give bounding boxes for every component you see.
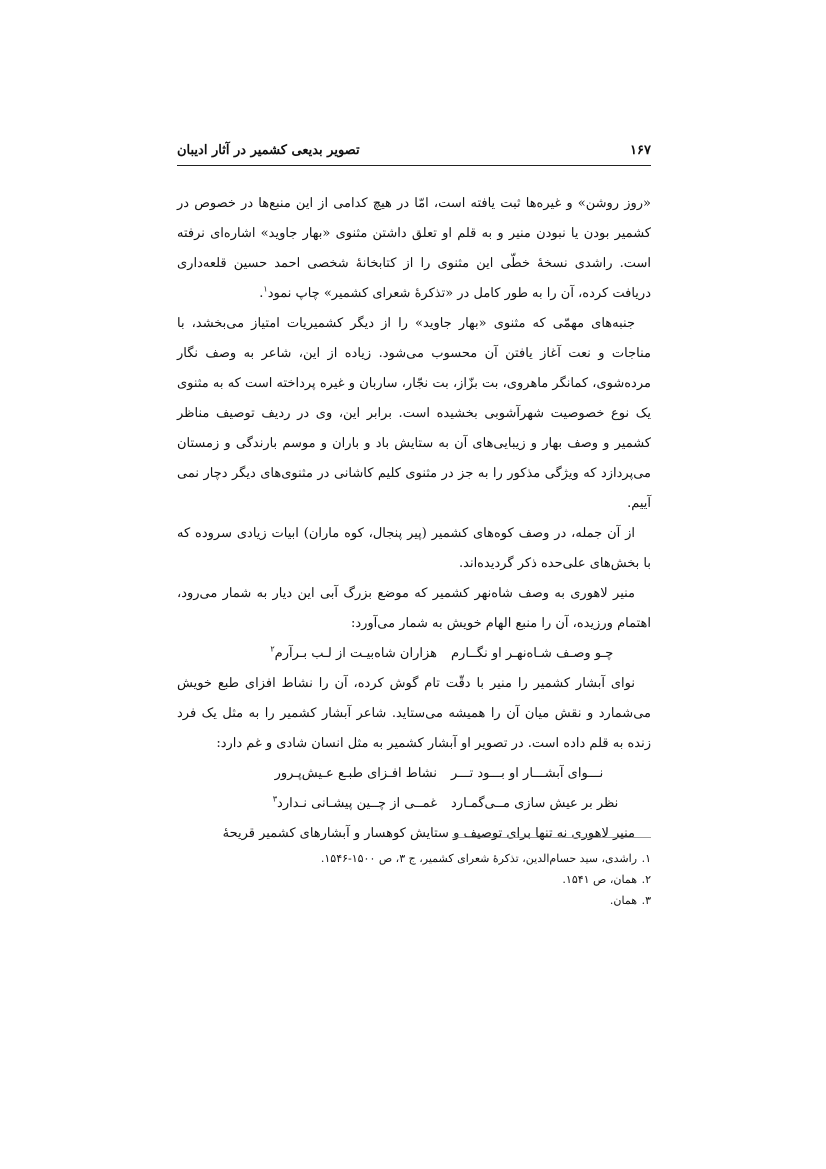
main-text: [177, 189, 651, 849]
verse-line: [177, 789, 651, 819]
paragraph: نوای آبشار کشمیر را منیر با دقّت تام گوش کرده، آن را نشاط افزای طبع خویش می‌شمارد و نقش میان آن را همیشه می‌ستاید. شاعر آبشار کشمیر را به مثل یک فرد زنده به قلم داده است. در تصویر او آبشار کشمیر به مثل انسان شادی و غم دارد:: [177, 676, 651, 751]
footnotes: [177, 848, 651, 911]
verse-line: [177, 759, 651, 789]
verse-line: [177, 639, 651, 669]
verse-hemistich: نـــوای آبشـــار او بـــود تـــر: [451, 766, 604, 781]
verse-hemistich: غمــی از چــین پیشـانی نـدارد$^۳$: [272, 794, 437, 811]
footnote: ۳. همان.: [609, 894, 651, 907]
verse-hemistich: نشاط افـزای طبـع عـیش‌پـرور: [274, 766, 437, 781]
verse-hemistich: چـو وصـف شـاه‌نهـر او نگــارم: [451, 646, 614, 661]
running-title: تصویر بدیعی کشمیر در آثار ادیبان: [177, 143, 360, 158]
running-header: [177, 143, 651, 166]
page-number: ۱۶۷: [630, 143, 651, 158]
footnote-divider: [452, 837, 651, 838]
footnote-marker: ۲: [270, 644, 275, 654]
footnote-marker: ۱: [263, 284, 268, 294]
paragraph: منیر لاهوری نه تنها برای توصیف و ستایش کوهسار و آبشارهای کشمیر قریحهٔ: [222, 826, 635, 841]
paragraph: جنبه‌های مهمّی که مثنوی «بهار جاوید» را از دیگر کشمیریات امتیاز می‌بخشد، با مناجات و نعت آغاز یافتن آن محسوب می‌شود. زیاده از این، شاعر به وصف نگار مرده‌شوی، کمانگر ماهروی، بت بزّاز، بت نجّار، ساربان و غیره پرداخته است که به مثنوی یک نوع خصوصیت شهرآشوبی بخشیده است. برابر این، وی در ردیف توصیف مناظر کشمیر و وصف بهار و زیبایی‌های آن به ستایش باد و باران و موسم بارندگی و زمستان می‌پردازد که ویژگی مذکور را به جز در مثنوی کلیم کاشانی در مثنوی‌های دیگر دچار نمی آییم.: [177, 316, 651, 511]
verse-hemistich: هزاران شاه‌بیـت از لـب بـرآرم$^۲$: [270, 644, 437, 661]
footnote-marker: ۳: [272, 794, 278, 804]
footnote: ۲. همان، ص ۱۵۴۱.: [562, 873, 651, 886]
verse-hemistich: نظر بر عیش سازی مــی‌گمـارد: [451, 796, 619, 811]
paragraph: از آن جمله، در وصف کوه‌های کشمیر (پیر پنجال، کوه ماران) ابیات زیادی سروده که با بخش‌های علی‌حده ذکر گردیده‌اند.: [177, 526, 651, 571]
footnote: ۱. راشدی، سید حسام‌الدین، تذکرهٔ شعرای کشمیر، ج ۳، ص ۱۵۰۰-۱۵۴۶.: [320, 852, 651, 865]
paragraph: منیر لاهوری به وصف شاه‌نهر کشمیر که موضع بزرگ آبی این دیار به شمار می‌رود، اهتمام ورزیده، آن را منبع الهام خویش به شمار می‌آورد:: [177, 586, 651, 631]
paragraph: «روز روشن» و غیره‌ها ثبت یافته است، امّا در هیچ کدامی از این منبع‌ها در خصوص در کشمیر بودن یا نبودن منیر و به قلم او تعلق داشتن مثنوی «بهار جاوید» اشاره‌ای نرفته است. راشدی نسخهٔ خطّی این مثنوی را از کتابخانهٔ شخصی احمد حسین قلعه‌داری دریافت کرده، آن را به طور کامل در «تذکرهٔ شعرای کشمیر» چاپ نمود$^۱$.: [177, 196, 651, 301]
